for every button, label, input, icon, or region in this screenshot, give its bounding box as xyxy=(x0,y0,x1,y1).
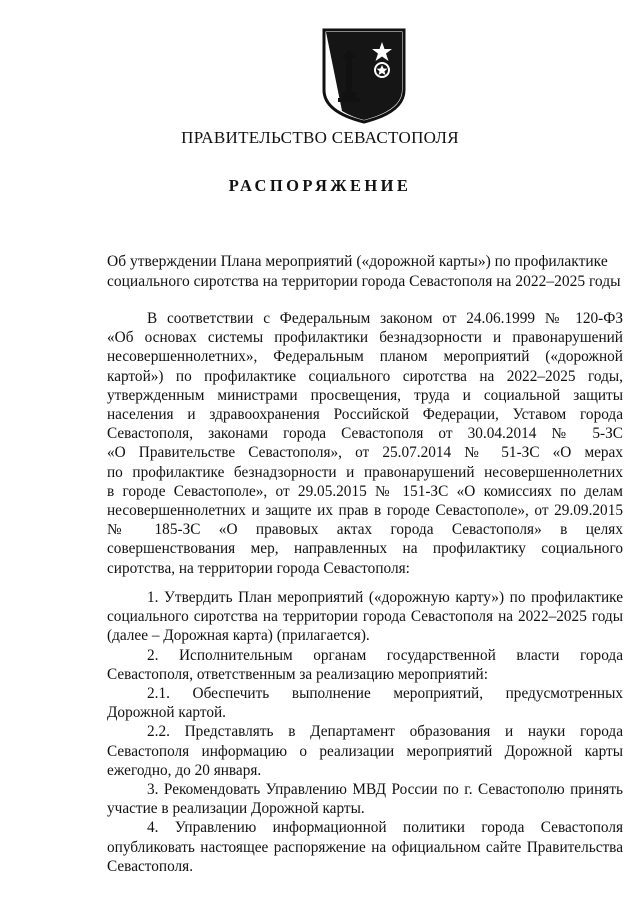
basis-line: «Об основах системы профилактики безнадзорности и правонарушений xyxy=(107,329,623,347)
document-type-title: РАСПОРЯЖЕНИЕ xyxy=(228,176,412,195)
basis-line: несовершеннолетних», Федеральным планом мероприятий («дорожной xyxy=(107,348,623,366)
resolution-items xyxy=(107,588,623,876)
item-2-line: Севастополя, ответственным за реализацию мероприятий: xyxy=(107,665,488,683)
basis-line: по профилактике безнадзорности и правонарушений несовершеннолетних xyxy=(107,463,623,481)
basis-line: сиротства, на территории города Севастополя: xyxy=(107,559,410,577)
basis-line: картой») по профилактике социального сиротства на 2022–2025 годы, xyxy=(107,367,623,385)
item-1-line: (далее – Дорожная карта) (прилагается). xyxy=(107,627,370,645)
basis-line: № 185-ЗС «О правовых актах города Севастополя» в целях xyxy=(107,521,623,539)
organization-title: ПРАВИТЕЛЬСТВО СЕВАСТОПОЛЯ xyxy=(181,128,459,147)
basis-line: утвержденным министрами просвещения, труда и социальной защиты xyxy=(107,386,623,404)
item-2-line: 2. Исполнительным органам государственной власти города xyxy=(147,646,623,664)
item-4-line: 4. Управлению информационной политики города Севастополя xyxy=(147,819,623,837)
item-2-1-line: Дорожной картой. xyxy=(107,704,226,722)
item-1-line: социального сиротства на территории города Севастополя на 2022–2025 годы xyxy=(107,608,623,626)
basis-line: Севастополя, законами города Севастополя от 30.04.2014 № 5-ЗС xyxy=(107,425,623,443)
basis-line: населения и здравоохранения Российской Федерации, Уставом города xyxy=(107,406,623,424)
item-4-line: опубликовать настоящее распоряжение на официальном сайте Правительства xyxy=(107,838,623,856)
item-4-line: Севастополя. xyxy=(107,857,194,875)
basis-line: совершенствования мер, направленных на профилактику социального xyxy=(107,540,623,558)
item-3-line: участие в реализации Дорожной карты. xyxy=(107,800,365,818)
subject-line: Об утверждении Плана мероприятий («дорожной карты») по профилактике xyxy=(107,253,608,270)
item-2-1-line: 2.1. Обеспечить выполнение мероприятий, предусмотренных xyxy=(147,685,623,703)
basis-line: несовершеннолетних и защите их прав в городе Севастополе», от 29.09.2015 xyxy=(107,502,623,520)
item-2-2-line: ежегодно, до 20 января. xyxy=(107,761,262,779)
document-subject xyxy=(107,252,625,291)
basis-line: «О Правительстве Севастополя», от 25.07.2014 № 51-ЗС «О мерах xyxy=(107,444,623,462)
item-1-line: 1. Утвердить План мероприятий («дорожную карту») по профилактике xyxy=(147,589,623,606)
item-3-line: 3. Рекомендовать Управлению МВД России по г. Севастополю принять xyxy=(147,781,623,799)
subject-line: социального сиротства на территории города Севастополя на 2022–2025 годы xyxy=(107,272,621,290)
basis-paragraph xyxy=(107,309,623,578)
basis-line: В соответствии с Федеральным законом от 24.06.1999 № 120-ФЗ xyxy=(147,310,623,327)
sevastopol-coat-of-arms-icon xyxy=(322,28,406,124)
item-2-2-line: Севастополя информацию о реализации мероприятий Дорожной карты xyxy=(107,742,623,760)
item-2-2-line: 2.2. Представлять в Департамент образования и науки города xyxy=(147,723,623,741)
basis-line: в городе Севастополе», от 29.05.2015 № 151-ЗС «О комиссиях по делам xyxy=(107,482,623,500)
